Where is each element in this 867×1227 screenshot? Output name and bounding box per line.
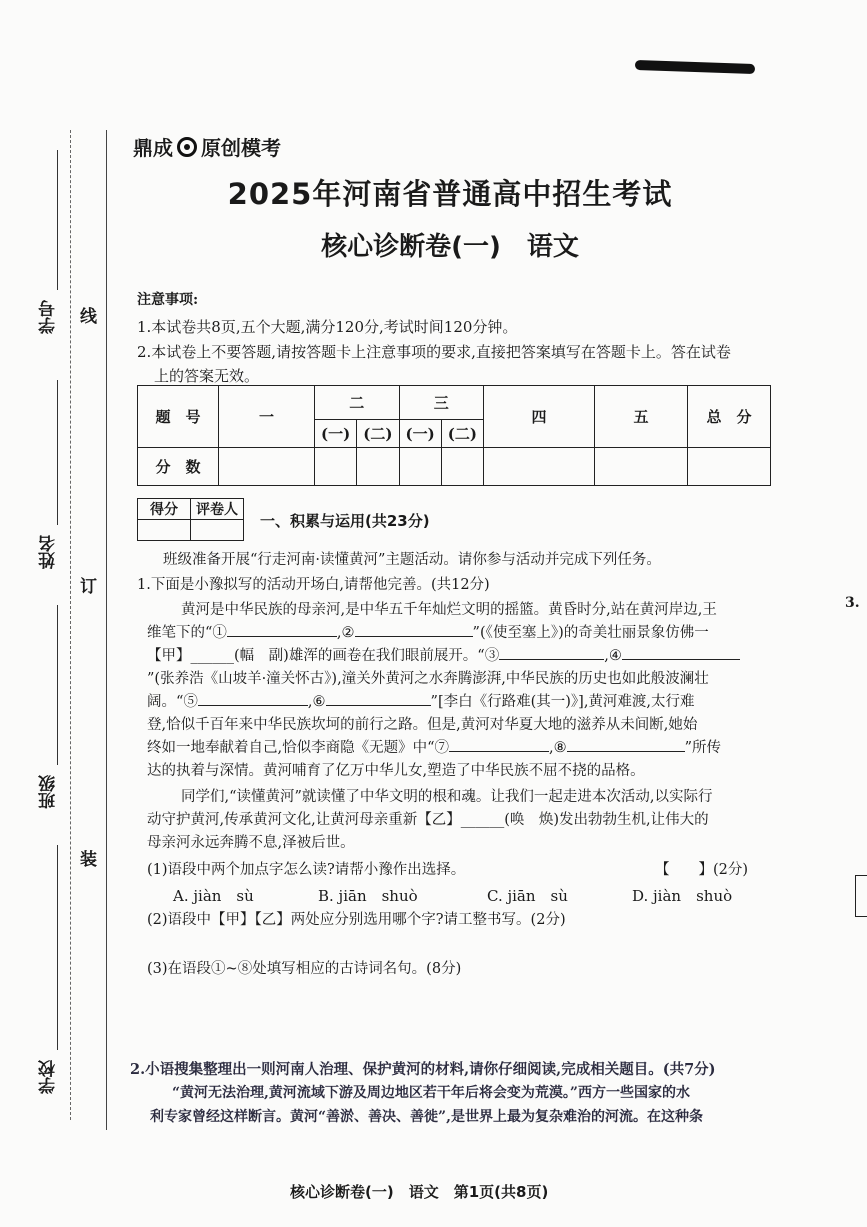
passage-text: 维笔下的“① (147, 625, 227, 641)
brand-logo (133, 132, 281, 161)
notes-heading: 注意事项: (137, 292, 199, 308)
activity-intro: 班级准备开展“行走河南·读懂黄河”主题活动。请你参与活动并完成下列任务。 (163, 552, 661, 568)
exam-title: 2025年河南省普通高中招生考试 (227, 177, 673, 211)
header-er: 二 (315, 386, 400, 420)
blank-4 (622, 645, 740, 660)
logo-text-2: 原创模考 (201, 136, 281, 160)
score-cell (357, 448, 399, 486)
score-cell (399, 448, 441, 486)
passage-line: ”(张养浩《山坡羊·潼关怀古》),潼关外黄河之水奔腾澎湃,中华民族的历史也如此般波澜壮 (147, 671, 709, 687)
passage-line (147, 736, 721, 757)
passage-text: ”所传 (684, 740, 722, 756)
passage-text: ,⑧ (549, 740, 567, 756)
name-label: 姓名 (39, 535, 59, 569)
sub-header: (一) (399, 420, 441, 448)
passage-text: ,② (336, 625, 355, 641)
row-fenshu: 分 数 (138, 448, 219, 486)
score-table (137, 385, 771, 486)
xian-mark: 线 (80, 307, 97, 327)
header-wu: 五 (595, 386, 688, 448)
blank-2 (355, 622, 473, 637)
sub-header: (二) (357, 420, 399, 448)
q2-material-line: 利专家曾经这样断言。黄河“善淤、善决、善徙”,是世界上最为复杂难治的河流。在这种条 (150, 1109, 703, 1125)
section-1-heading: 一、积累与运用(共23分) (260, 512, 430, 530)
passage-text: ,④ (604, 648, 622, 664)
class-line (57, 605, 58, 765)
sub-header: (二) (441, 420, 483, 448)
blank-3 (499, 645, 604, 660)
subject: 语文 (526, 232, 579, 262)
score-cell (219, 448, 315, 486)
passage-line: 达的执着与深情。黄河哺育了亿万中华儿女,塑造了中华民族不屈不挠的品格。 (147, 763, 645, 779)
blank-6 (326, 691, 431, 706)
blank-7 (449, 737, 549, 752)
blank-8 (567, 737, 685, 752)
passage-text: ”(《使至塞上》)的奇美壮丽景象仿佛一 (472, 625, 709, 641)
header-zongfen: 总 分 (688, 386, 771, 448)
option-b: B. jiān shuò (318, 887, 418, 905)
grader-box (137, 498, 244, 541)
grader-pingjuanren: 评卷人 (191, 499, 244, 520)
header-si: 四 (484, 386, 595, 448)
score-cell (688, 448, 771, 486)
blank-1 (227, 622, 337, 637)
student-id-label: 学号 (39, 300, 59, 334)
option-d: D. jiàn shuò (632, 887, 733, 905)
name-line (57, 380, 58, 525)
sub-question-2: (2)语段中【甲】【乙】两处应分别选用哪个字?请工整书写。(2分) (147, 912, 566, 928)
header-yi: 一 (219, 386, 315, 448)
passage-line: 母亲河永远奔腾不息,泽被后世。 (147, 835, 355, 851)
note-1: 1.本试卷共8页,五个大题,满分120分,考试时间120分钟。 (137, 318, 518, 336)
passage-line: 黄河是中华民族的母亲河,是中华五千年灿烂文明的摇篮。黄昏时分,站在黄河岸边,王 (181, 602, 717, 618)
passage-line: 同学们,“读懂黄河”就读懂了中华文明的根和魂。让我们一起走进本次活动,以实际行 (181, 789, 713, 805)
score-cell (315, 448, 357, 486)
grader-cell (191, 520, 244, 541)
school-line (57, 845, 58, 1050)
margin-border (106, 130, 107, 1130)
ding-mark: 订 (80, 577, 97, 597)
paper-title (130, 226, 770, 263)
student-id-line (57, 150, 58, 290)
q2-material-line: “黄河无法治理,黄河流域下游及周边地区若干年后将会变为荒漠。”西方一些国家的水 (172, 1085, 690, 1101)
grader-cell (138, 520, 191, 541)
option-a: A. jiàn sù (173, 887, 254, 905)
note-2-cont: 上的答案无效。 (154, 367, 260, 385)
page-footer: 核心诊断卷(一) 语文 第1页(共8页) (290, 1183, 549, 1201)
passage-text: ,⑥ (307, 694, 326, 710)
paper-name: 核心诊断卷(一) (321, 232, 501, 262)
header-san: 三 (399, 386, 484, 420)
passage-line (147, 621, 709, 642)
header-tihao: 题 号 (138, 386, 219, 448)
blank-5 (198, 691, 308, 706)
logo-text: 鼎成 (133, 136, 173, 160)
score-cell (441, 448, 483, 486)
score-cell (484, 448, 595, 486)
grader-defen: 得分 (138, 499, 191, 520)
note-2: 2.本试卷上不要答题,请按答题卡上注意事项的要求,直接把答案填写在答题卡上。答在试卷 (137, 343, 731, 361)
class-label: 班级 (39, 775, 59, 809)
question-2: 2.小语搜集整理出一则河南人治理、保护黄河的材料,请你仔细阅读,完成相关题目。(共7分) (130, 1061, 716, 1078)
next-page-edge-box (855, 875, 867, 917)
logo-circle-icon (177, 137, 197, 157)
zhuang-mark: 装 (80, 850, 97, 870)
next-page-edge: 3. (845, 595, 860, 611)
passage-text: 终如一地奉献着自己,恰似李商隐《无题》中“⑦ (147, 740, 450, 756)
score-cell (595, 448, 688, 486)
passage-line (147, 644, 740, 665)
sub-question-3: (3)在语段①~⑧处填写相应的古诗词名句。(8分) (147, 961, 462, 977)
scan-shadow (635, 60, 755, 74)
passage-line: 动守护黄河,传承黄河文化,让黄河母亲重新【乙】______(唤 焕)发出勃勃生机,让伟大的 (147, 812, 709, 828)
sub-header: (一) (315, 420, 357, 448)
question-1: 1.下面是小豫拟写的活动开场白,请帮他完善。(共12分) (137, 577, 490, 593)
passage-text: ”[李白《行路难(其一)》],黄河难渡,太行难 (430, 694, 695, 710)
school-label: 学校 (39, 1060, 59, 1094)
option-c: C. jiān sù (487, 887, 568, 905)
binding-cut-line (70, 130, 71, 1120)
passage-text: 阔。“⑤ (147, 694, 198, 710)
answer-bracket: 【 】(2分) (655, 862, 749, 878)
passage-text: 【甲】______(幅 副)雄浑的画卷在我们眼前展开。“③ (147, 648, 500, 664)
passage-line: 登,恰似千百年来中华民族坎坷的前行之路。但是,黄河对华夏大地的滋养从未间断,她始 (147, 717, 698, 733)
passage-line (147, 690, 695, 711)
sub-question-1: (1)语段中两个加点字怎么读?请帮小豫作出选择。 (147, 862, 466, 878)
